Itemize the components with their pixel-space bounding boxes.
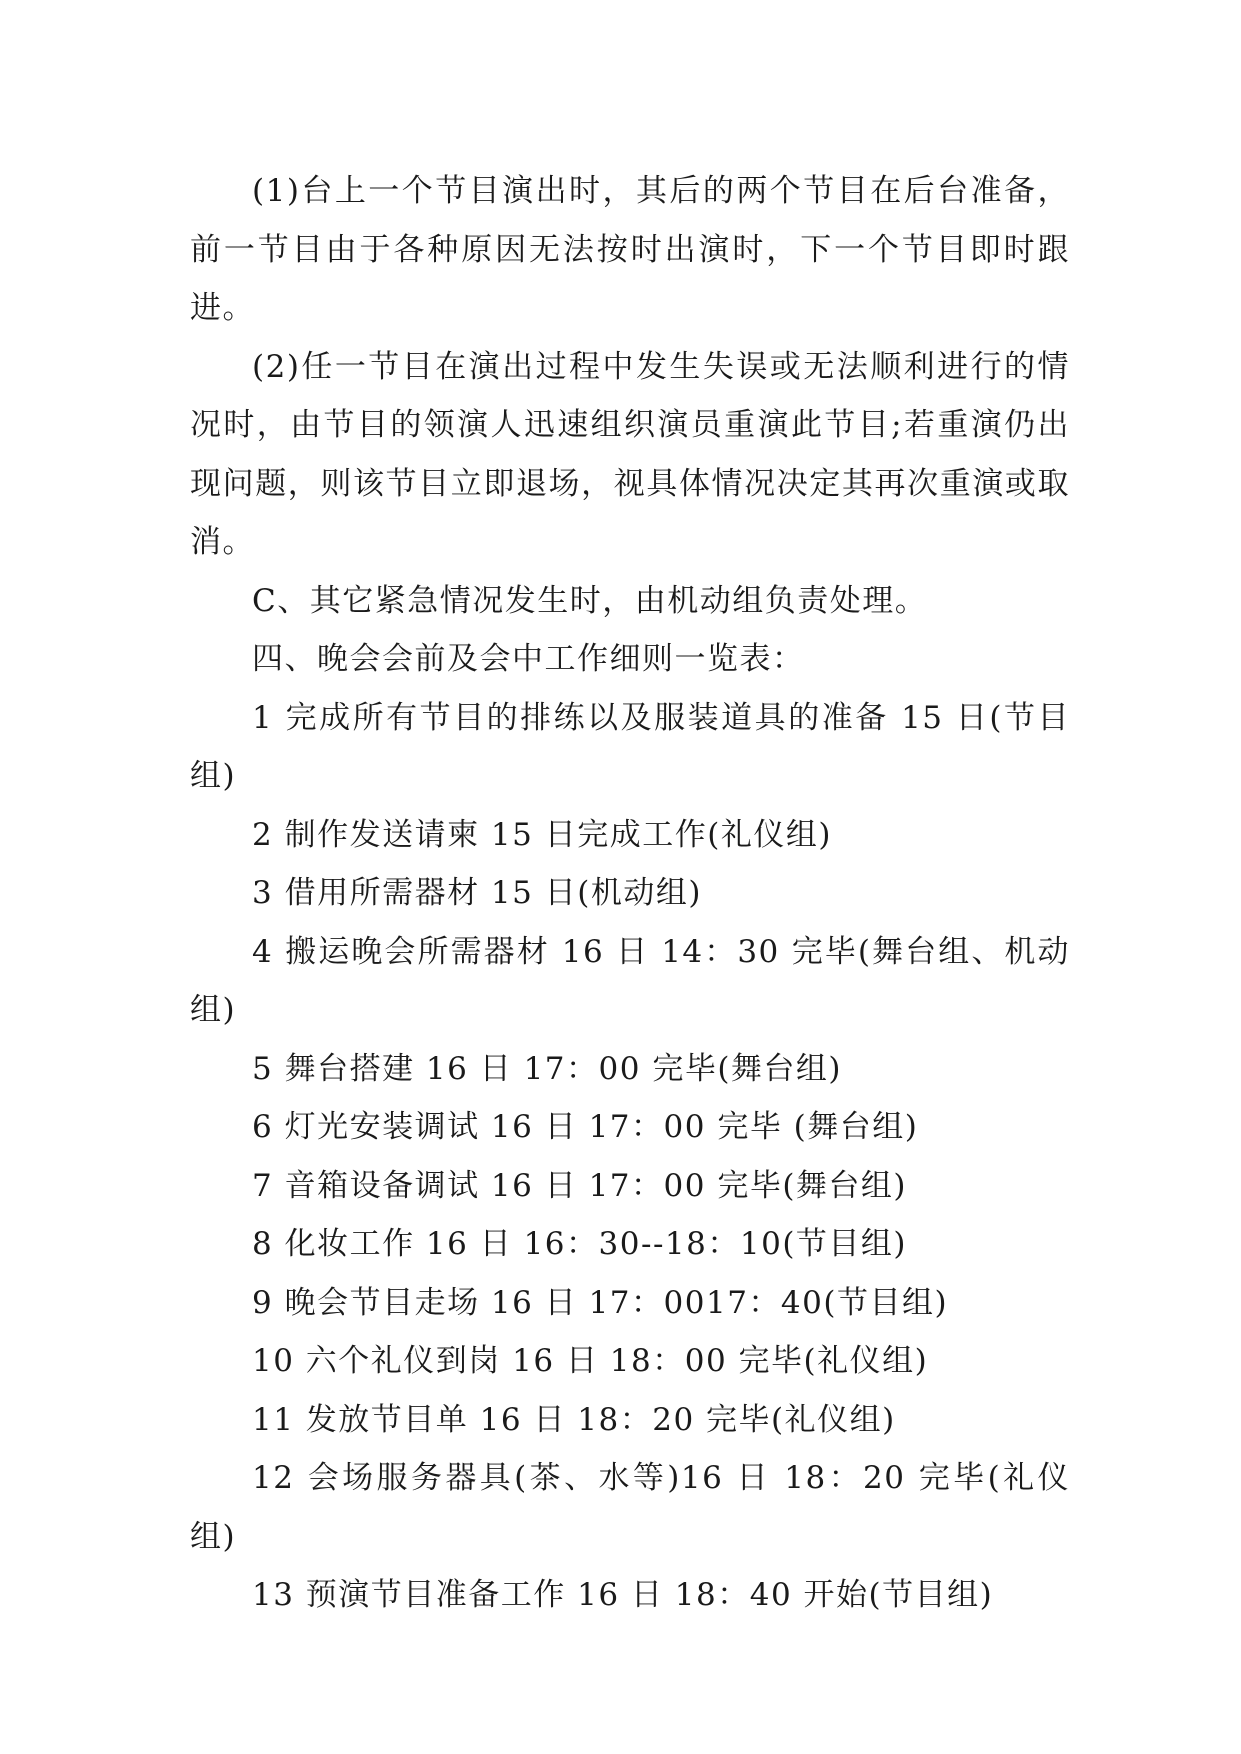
list-item-1: 1 完成所有节目的排练以及服装道具的准备 15 日(节目组) xyxy=(190,699,1070,794)
list-item-5: 5 舞台搭建 16 日 17：00 完毕(舞台组) xyxy=(252,1050,843,1087)
list-item-6: 6 灯光安装调试 16 日 17：00 完毕 (舞台组) xyxy=(252,1109,919,1145)
paragraph-rule-1: (1)台上一个节目演出时，其后的两个节目在后台准备，前一节目由于各种原因无法按时出演时，下一个节目即时跟进。 xyxy=(190,173,1070,326)
list-item-10: 10 六个礼仪到岗 16 日 18：00 完毕(礼仪组) xyxy=(252,1343,929,1379)
list-item-2: 2 制作发送请柬 15 日完成工作(礼仪组) xyxy=(252,816,832,853)
list-item-8: 8 化妆工作 16 日 16：30--18：10(节目组) xyxy=(252,1226,908,1262)
list-item-9: 9 晚会节目走场 16 日 17：0017：40(节目组) xyxy=(252,1284,949,1321)
list-item-13: 13 预演节目准备工作 16 日 18：40 开始(节目组) xyxy=(252,1577,994,1613)
list-item-3: 3 借用所需器材 15 日(机动组) xyxy=(252,875,702,911)
paragraph-rule-2: (2)任一节目在演出过程中发生失误或无法顺利进行的情况时，由节目的领演人迅速组织演员重演此节目;若重演仍出现问题，则该节目立即退场，视具体情况决定其再次重演或取消。 xyxy=(190,348,1070,560)
list-item-12: 12 会场服务器具(茶、水等)16 日 18：20 完毕(礼仪组) xyxy=(190,1460,1070,1555)
document-body xyxy=(190,162,1070,1625)
list-item-7: 7 音箱设备调试 16 日 17：00 完毕(舞台组) xyxy=(252,1167,908,1204)
section-heading-work-rules: 四、晚会会前及会中工作细则一览表： xyxy=(252,641,805,677)
paragraph-emergency: C、其它紧急情况发生时，由机动组负责处理。 xyxy=(252,582,928,619)
list-item-4: 4 搬运晚会所需器材 16 日 14：30 完毕(舞台组、机动组) xyxy=(190,933,1070,1028)
list-item-11: 11 发放节目单 16 日 18：20 完毕(礼仪组) xyxy=(252,1401,896,1438)
